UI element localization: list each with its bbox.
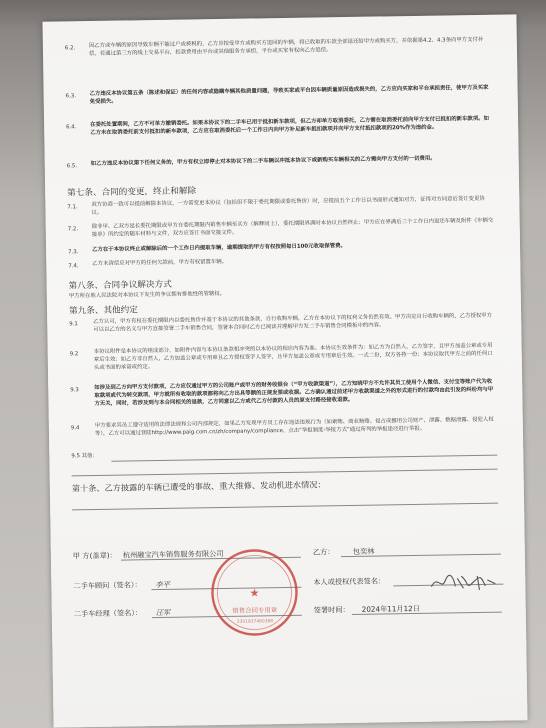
clause-9-2: 9.2 本协议附件是本协议的组成部分，如附件内容与本协议条款相冲突的以本协议的相应内容为准。本协议生效条件为：如乙方为自然人，乙方签字，且甲方加盖公章或专用章后生效；如乙方非自然人，乙方加盖公章或专用章且乙方授权签字人签字，且甲方加盖公章或专用章后生效。一式二份，双方各持一份；本协议取代甲方之前的任何口头或书面的承诺或约定。 [69, 342, 493, 371]
clause-7-2: 7.2. 除非甲、乙双方延长委托期限或甲方在委托期限内销售车辆至买方（解释同上），委托期限界满时本协议自然终止；甲方应在界满后三个工作日内退还车辆及附件《车辆交接单》所约定的随车材料与文件，双方应签订书面交接文件。 [67, 217, 494, 238]
party-a-value: 杭州融宝汽车销售服务有限公司 [122, 548, 224, 560]
company-seal [208, 546, 301, 639]
clause-7-4: 7.4. 乙方未清偿应对甲方的任何欠款前，甲方有权留置车辆。 [68, 258, 228, 270]
other-label: 9.5 其他： [71, 452, 98, 460]
section-8-text: 甲方所在地人民法院对本协议下发生的争议拥有排他性的管辖权。 [68, 290, 226, 300]
svg-text:★: ★ [249, 586, 260, 600]
section-9-title: 第九条、其他约定 [68, 305, 138, 317]
section-8-title: 第八条、合同争议解决方式 [68, 279, 172, 292]
clause-9-4: 9.4 甲方要求其员工遵守适用的法律法规和公司内部规定，如果乙方发现甲方员工存在违法违规行为（如索贿、商业贿赂、侵占或挪用公司财产、泄露、数据泄露、侵犯人权等），乙方可以通过登陆http://www.paig.com.cn/zh/company/compliance，点击“举报制度-举报方式”通过所列的举报途径进行举报。 [70, 416, 494, 437]
party-b-value: 包奕林 [352, 546, 375, 556]
consultant-value: 李平 [155, 579, 170, 590]
clause-6-4: 6.4. 在委托处置期间，乙方不可单方撤销委托。如果本协议下的二手车已用于抵扣新车款项，但乙方却单方取消委托，乙方需在取消委托前向甲方支付已抵扣的新车款项。如乙方未在取消委托前支付抵扣的新车款项，乙方应在取消委托后一个工作日内向甲方补足新车抵扣款项并向甲方支付抵扣款项的20%作为违约金。 [66, 115, 490, 136]
manager-value: 汪军 [155, 607, 171, 618]
party-b-label: 乙方： [312, 547, 335, 557]
clause-6-3: 6.3. 乙方违反本协议第五条（陈述和保证）的任何内容或隐瞒车辆其他质量问题，导致买家或平台因车辆质量原因造成损失的，乙方应向买家和平台承担责任，使甲方及买家免受损失。 [65, 84, 489, 105]
other-line-2 [72, 469, 498, 477]
date-value: 2024年11月12日 [361, 603, 420, 614]
party-a-label: 甲 方(盖章)： [72, 550, 117, 561]
section-10-title: 第十条、乙方披露的车辆已遭受的事故、重大维修、发动机进水情况： [71, 479, 326, 494]
clause-6-2: 6.2. 因乙方或车辆的原因导致车辆不能过户或被税的，乙方应按受甲方或购买方退回的车辆，将已收取的车款全部退还给甲方或购买方，并依据第4.2、4.3条向甲方支付补偿。若通过第三方的线上交易平台，扣款费用由平台或其他服务方承担，平台或买家有权向乙方追偿。 [64, 36, 484, 57]
svg-text:销售合同专用章: 销售合同专用章 [232, 606, 278, 615]
date-label: 签署时间： [313, 605, 350, 615]
svg-text:3301837460388: 3301837460388 [236, 619, 274, 625]
clause-9-3: 9.3 如涉及到乙方向甲方支付款项，乙方应仅通过甲方的公司账户或甲方的财务收银台（“甲方收款渠道”），乙方知晓甲方不允许其员工使用个人微信、支付宝等账户代为收取款项或代为转交款项，甲方就所有收取的款项都将向乙方出具等额的正规发票或收据。乙方确认通过前述甲方收款渠道之外的形式进行的付款均由此引发的纠纷均与甲方无关，同时，若涉及到与本合同相关的退款，乙方同意以乙方或代乙方付款的人员的原支付路径接收退款。 [70, 378, 494, 407]
clause-7-3: 7.3. 乙方在于本协议终止或解除后的一个工作日内提取车辆，逾期提取的甲方有权按照每日100元收取保管费。 [68, 243, 346, 256]
consultant-label: 二手车顾问（签名）： [73, 580, 142, 591]
clause-9-1: 9.1 乙方认可，甲方有权在委托期限内以委托售价并基于本协议的其他条款，自行收购车辆，乙方在本协议下的权利义务仍然有效。甲方决定自行收购车辆的，乙方授权甲方可以以乙方的名义与甲方直接签署二手车销售合同，签署本合同时乙方已阅读并理解甲方发二手车销售合同模板中的内容。 [69, 312, 493, 333]
manager-label: 二手车经理（签名）： [73, 608, 143, 619]
clause-6-5: 6.5. 如乙方违反本协议第下任何义务的，甲方有权立即停止对本协议下的二手车辆以冲抵本协议下或新购买车辆相关的乙方需向甲方支付的一切费用。 [66, 155, 436, 170]
self-sign-label: 本人或授权代表签名： [313, 576, 386, 587]
handwritten-signature [429, 572, 499, 593]
section-7-title: 第七条、合同的变更，终止和解除 [67, 186, 197, 199]
contract-page [42, 14, 527, 727]
clause-7-1: 7.1. 双方协商一致可以提前解除本协议，一方需变更本协议（包括但不限于委托期限或委托售价）时，应提前五个工作日以书面形式通知对方，征得对方同意后签订变更协议。 [67, 195, 485, 216]
section-10-line [72, 503, 498, 511]
